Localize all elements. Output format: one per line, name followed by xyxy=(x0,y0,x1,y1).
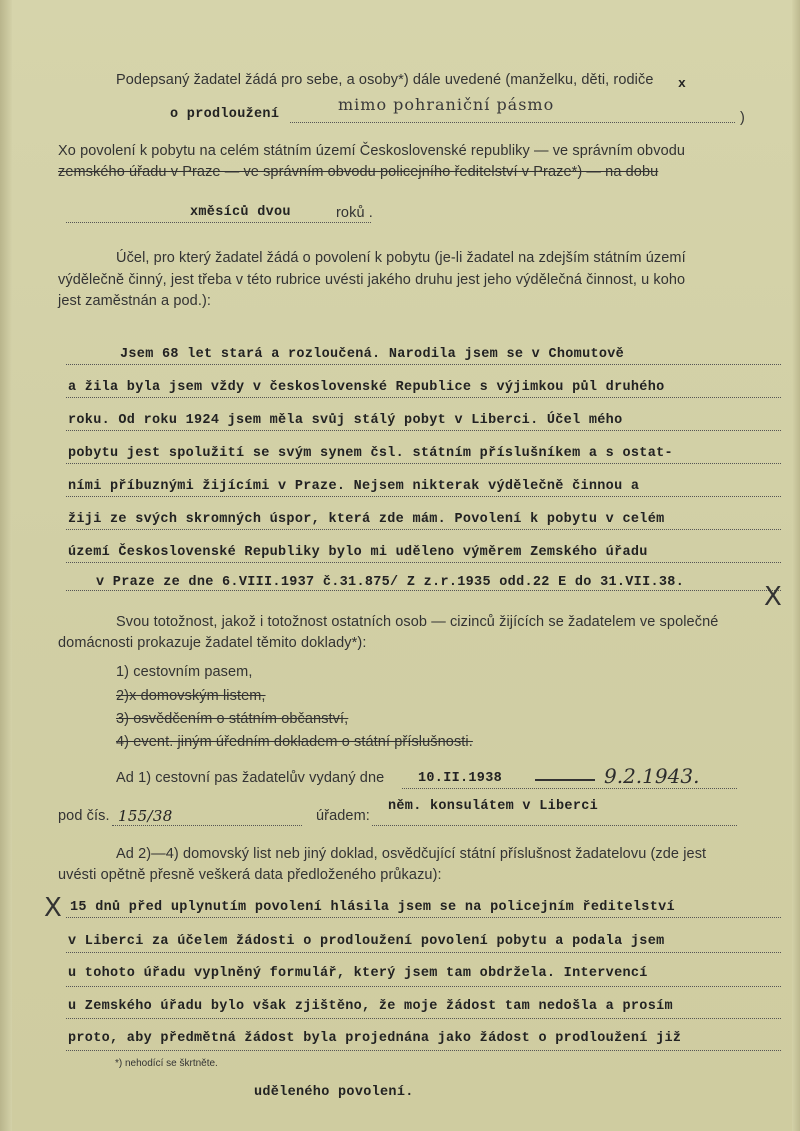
pohranicni-stamp: mimo pohraniční pásmo xyxy=(338,95,555,114)
duration-line xyxy=(66,222,371,223)
header-line-1-strike: x xyxy=(678,76,687,91)
header-line-1: Podepsaný žadatel žádá pro sebe, a osoby*) dále uvedené (manželku, děti, rodiče xyxy=(116,72,654,88)
paper-edge-right xyxy=(792,0,800,1131)
purpose-line-4 xyxy=(66,463,781,464)
passport-dash xyxy=(535,779,595,781)
other-line-3 xyxy=(66,986,781,987)
cross-mark-1: X xyxy=(764,582,782,612)
footnote: *) nehodící se škrtněte. xyxy=(115,1058,218,1069)
request-type-line xyxy=(290,122,735,123)
purpose-answer-5: ními příbuznými žijícími v Praze. Nejsem nikterak výdělečně činnou a xyxy=(68,479,640,494)
passport-issued: 10.II.1938 xyxy=(418,771,503,786)
purpose-line-3 xyxy=(66,430,781,431)
passport-number: 155/38 xyxy=(118,807,173,825)
duration-unit: roků . xyxy=(336,205,373,221)
other-line-1 xyxy=(66,917,781,918)
purpose-answer-7: území Československé Republiky bylo mi uděleno výměrem Zemského úřadu xyxy=(68,545,648,560)
purpose-line-6 xyxy=(66,529,781,530)
passport-number-label: pod čís. xyxy=(58,808,110,824)
purpose-answer-3: roku. Od roku 1924 jsem měla svůj stálý pobyt v Liberci. Účel mého xyxy=(68,413,623,428)
passport-office-line xyxy=(372,825,737,826)
other-docs-q-2: uvésti opětně přesně veškerá data předloženého průkazu): xyxy=(58,867,442,883)
other-line-2 xyxy=(66,952,781,953)
identity-intro-1: Svou totožnost, jakož i totožnost ostatních osob — cizinců žijících se žadatelem ve společné xyxy=(116,614,719,630)
purpose-line-1 xyxy=(66,364,781,365)
passport-number-line xyxy=(112,825,302,826)
purpose-line-8 xyxy=(66,590,781,591)
purpose-answer-6: žiji ze svých skromných úspor, která zde mám. Povolení k pobytu v celém xyxy=(68,512,665,527)
paper-edge-left xyxy=(0,0,12,1131)
duration-value: xměsíců dvou xyxy=(190,205,291,220)
doc-item-2: 2)x domovským listem, xyxy=(116,688,266,704)
identity-intro-2: domácnosti prokazuje žadatel těmito doklady*): xyxy=(58,635,367,651)
passport-date-line xyxy=(402,788,737,789)
passport-office: něm. konsulátem v Liberci xyxy=(388,799,599,814)
permit-line-2: zemského úřadu v Praze — ve správním obvodu policejního ředitelství v Praze*) — na dobu xyxy=(58,164,659,180)
doc-item-1: 1) cestovním pasem, xyxy=(116,664,253,680)
other-answer-4: u Zemského úřadu bylo však zjištěno, že moje žádost tam nedošla a prosím xyxy=(68,999,673,1014)
purpose-line-2 xyxy=(66,397,781,398)
purpose-answer-4: pobytu jest spolužití se svým synem čsl. státním příslušníkem a s ostat- xyxy=(68,446,673,461)
doc-item-3: 3) osvědčením o státním občanství, xyxy=(116,711,349,727)
request-type-bracket: ) xyxy=(740,110,745,126)
purpose-line-7 xyxy=(66,562,781,563)
other-answer-5: proto, aby předmětná žádost byla projednána jako žádost o prodloužení již xyxy=(68,1031,682,1046)
other-answer-3: u tohoto úřadu vyplněný formulář, který jsem tam obdržela. Intervencí xyxy=(68,966,648,981)
passport-label: Ad 1) cestovní pas žadatelův vydaný dne xyxy=(116,770,385,786)
purpose-q-1: Účel, pro který žadatel žádá o povolení k pobytu (je-li žadatel na zdejším státním území xyxy=(116,250,686,266)
cross-mark-2: X xyxy=(44,893,62,923)
purpose-q-3: jest zaměstnán a pod.): xyxy=(58,293,212,309)
other-answer-2: v Liberci za účelem žádosti o prodloužení povolení pobytu a podala jsem xyxy=(68,934,665,949)
other-docs-q-1: Ad 2)—4) domovský list neb jiný doklad, osvědčující státní příslušnost žadatelovu (zde jest xyxy=(116,846,707,862)
purpose-answer-8: v Praze ze dne 6.VIII.1937 č.31.875/ Z z.r.1935 odd.22 E do 31.VII.38. xyxy=(96,575,685,590)
permit-line-1: Xo povolení k pobytu na celém státním území Československé republiky — ve správním obvodu xyxy=(58,143,686,159)
other-answer-1: 15 dnů před uplynutím povolení hlásila jsem se na policejním ředitelství xyxy=(70,900,675,915)
request-type-label: o prodloužení xyxy=(170,107,280,122)
purpose-line-5 xyxy=(66,496,781,497)
other-answer-6: uděleného povolení. xyxy=(254,1085,414,1100)
passport-office-label: úřadem: xyxy=(316,808,370,824)
other-line-4 xyxy=(66,1018,781,1019)
other-line-5 xyxy=(66,1050,781,1051)
purpose-answer-1: Jsem 68 let stará a rozloučená. Narodila jsem se v Chomutově xyxy=(120,347,625,362)
passport-valid-handwritten: 9.2.1943. xyxy=(604,764,700,788)
purpose-answer-2: a žila byla jsem vždy v československé Republice s výjimkou půl druhého xyxy=(68,380,665,395)
purpose-q-2: výdělečně činný, jest třeba v této rubrice uvésti jakého druhu jest jeho výdělečná činnost, u koho xyxy=(58,272,686,288)
doc-item-4: 4) event. jiným úředním dokladem o státní příslušnosti. xyxy=(116,734,473,750)
